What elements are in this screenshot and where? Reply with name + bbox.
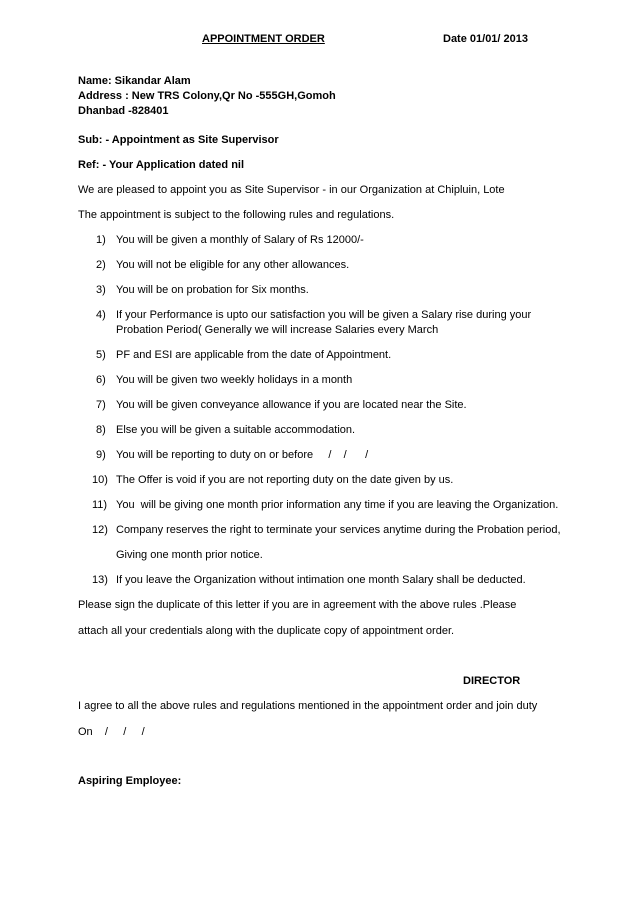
rule-text: You will be given a monthly of Salary of Rs 12000/-	[116, 234, 364, 246]
rule-text: PF and ESI are applicable from the date of Appointment.	[116, 349, 392, 361]
document-date: Date 01/01/ 2013	[443, 33, 529, 45]
rule-text: You will be given conveyance allowance if you are located near the Site.	[116, 399, 467, 411]
rule-number: 1)	[96, 234, 106, 246]
rule-text-continuation: Probation Period( Generally we will increase Salaries every March	[116, 324, 439, 336]
rule-text: You will be on probation for Six months.	[116, 284, 309, 296]
rule-number: 3)	[96, 284, 106, 296]
join-date-line: On / / /	[78, 726, 145, 738]
recipient-address-line1: Address : New TRS Colony,Qr No -555GH,Gomoh	[78, 90, 336, 102]
employee-signature-label: Aspiring Employee:	[78, 775, 182, 787]
rule-number: 10)	[92, 474, 108, 486]
rule-number: 11)	[92, 499, 108, 511]
recipient-address-line2: Dhanbad -828401	[78, 105, 169, 117]
subject-line: Sub: - Appointment as Site Supervisor	[78, 134, 279, 146]
agreement-statement: I agree to all the above rules and regulations mentioned in the appointment order and join duty	[78, 700, 538, 712]
recipient-name: Name: Sikandar Alam	[78, 75, 191, 87]
rule-number: 6)	[96, 374, 106, 386]
rule-text: You will be reporting to duty on or before / / /	[116, 449, 369, 461]
rule-text: Else you will be given a suitable accommodation.	[116, 424, 356, 436]
rule-number: 2)	[96, 259, 106, 271]
rule-text: You will be giving one month prior information any time if you are leaving the Organization.	[116, 499, 559, 511]
rule-text: If your Performance is upto our satisfaction you will be given a Salary rise during your	[116, 309, 532, 321]
rules-intro: The appointment is subject to the following rules and regulations.	[78, 209, 395, 221]
closing-paragraph-line1: Please sign the duplicate of this letter if you are in agreement with the above rules .Please	[78, 599, 517, 611]
rule-text: If you leave the Organization without intimation one month Salary shall be deducted.	[116, 574, 526, 586]
rule-text-continuation: Giving one month prior notice.	[116, 549, 263, 561]
rule-text: The Offer is void if you are not reporting duty on the date given by us.	[116, 474, 454, 486]
rule-number: 7)	[96, 399, 106, 411]
closing-paragraph-line2: attach all your credentials along with the duplicate copy of appointment order.	[78, 625, 455, 637]
reference-line: Ref: - Your Application dated nil	[78, 159, 245, 171]
rule-number: 13)	[92, 574, 108, 586]
rule-text: You will be given two weekly holidays in a month	[116, 374, 353, 386]
rule-number: 9)	[96, 449, 106, 461]
signatory-title: DIRECTOR	[463, 675, 521, 687]
rule-number: 12)	[92, 524, 108, 536]
rule-text: Company reserves the right to terminate your services anytime during the Probation period,	[116, 524, 561, 536]
rule-number: 4)	[96, 309, 106, 321]
rule-number: 5)	[96, 349, 106, 361]
rule-number: 8)	[96, 424, 106, 436]
rule-text: You will not be eligible for any other allowances.	[116, 259, 350, 271]
intro-paragraph: We are pleased to appoint you as Site Supervisor - in our Organization at Chipluin, Lote	[78, 184, 505, 196]
document-title: APPOINTMENT ORDER	[202, 33, 325, 45]
